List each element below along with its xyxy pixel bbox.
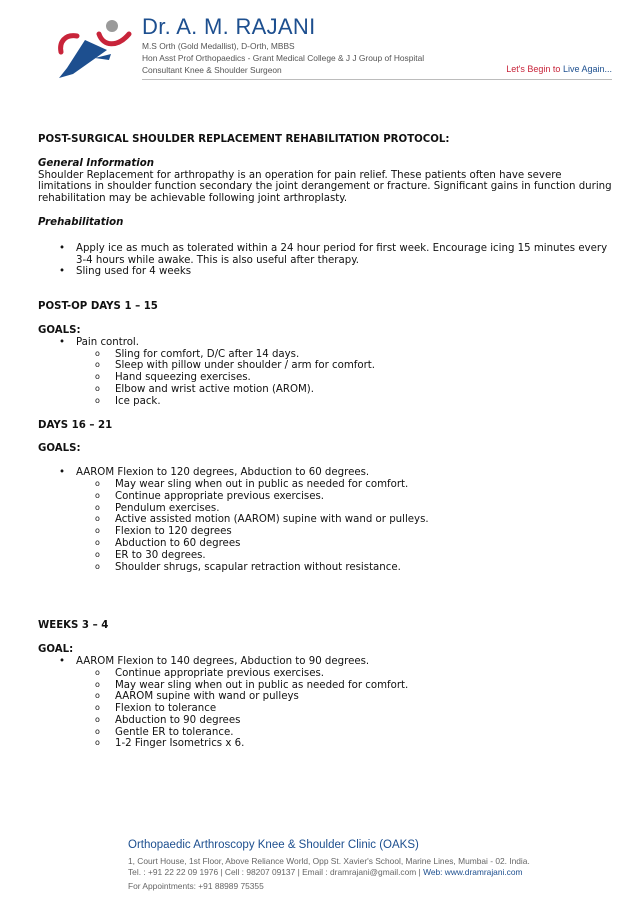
days16-sub-list xyxy=(38,479,612,573)
postop-goals-label: GOALS: xyxy=(38,324,81,336)
clinic-contact xyxy=(128,867,523,877)
general-info-heading: General Information xyxy=(38,157,154,169)
document-body xyxy=(38,134,612,750)
sub-list-item: o Flexion to tolerance xyxy=(38,703,612,715)
clinic-name: Orthopaedic Arthroscopy Knee & Shoulder Clinic (OAKS) xyxy=(128,839,419,851)
tagline-part1: Let's Begin to xyxy=(506,64,561,74)
doctor-credentials: M.S Orth (Gold Medallist), D-Orth, MBBS xyxy=(142,41,295,51)
list-item: • Apply ice as much as tolerated within a 24 hour period for first week. Encourage icing 15 minutes every 3-4 hours while awake. This is also useful after therapy. xyxy=(38,243,612,267)
list-item: • AAROM Flexion to 140 degrees, Abduction to 90 degrees. xyxy=(38,656,612,668)
sub-list-item: o Ice pack. xyxy=(38,396,612,408)
header-divider xyxy=(142,79,612,80)
appointments-line: For Appointments: +91 88989 75355 xyxy=(128,881,264,891)
contact-details: Tel. : +91 22 22 09 1976 | Cell : 98207 09137 | Email : dramrajani@gmail.com | xyxy=(128,867,424,877)
sub-list-item: o Pendulum exercises. xyxy=(38,503,612,515)
list-item: • Sling used for 4 weeks xyxy=(38,266,612,278)
prehab-list xyxy=(38,243,612,278)
doctor-name: Dr. A. M. RAJANI xyxy=(142,14,316,39)
weeks34-sub-list xyxy=(38,668,612,751)
weeks34-goals-list xyxy=(38,656,612,668)
clinic-logo-icon xyxy=(55,14,135,80)
days16-goals-list xyxy=(38,467,612,479)
prehab-heading: Prehabilitation xyxy=(38,216,124,228)
tagline-part2: Live Again... xyxy=(560,64,612,74)
postop-sub-list xyxy=(38,349,612,408)
sub-list-item: o 1-2 Finger Isometrics x 6. xyxy=(38,738,612,750)
sub-list-item: o May wear sling when out in public as needed for comfort. xyxy=(38,680,612,692)
sub-list-item: o AAROM supine with wand or pulleys xyxy=(38,691,612,703)
weeks34-goal-label: GOAL: xyxy=(38,644,74,656)
sub-list-item: o May wear sling when out in public as needed for comfort. xyxy=(38,479,612,491)
sub-list-item: o Sling for comfort, D/C after 14 days. xyxy=(38,349,612,361)
doctor-position: Hon Asst Prof Orthopaedics - Grant Medical College & J J Group of Hospital xyxy=(142,53,425,63)
tagline xyxy=(506,64,612,74)
days16-goals-label: GOALS: xyxy=(38,443,81,455)
list-item: • AAROM Flexion to 120 degrees, Abduction to 60 degrees. xyxy=(38,467,612,479)
sub-list-item: o Sleep with pillow under shoulder / arm for comfort. xyxy=(38,360,612,372)
section-weeks34-heading: WEEKS 3 – 4 xyxy=(38,620,109,632)
sub-list-item: o Continue appropriate previous exercises. xyxy=(38,668,612,680)
list-item: • Pain control. xyxy=(38,337,612,349)
clinic-address: 1, Court House, 1st Floor, Above Reliance World, Opp St. Xavier's School, Marine Lines, Mumbai - 02. India. xyxy=(128,856,530,866)
sub-list-item: o ER to 30 degrees. xyxy=(38,550,612,562)
section-postop-heading: POST-OP DAYS 1 – 15 xyxy=(38,301,158,313)
sub-list-item: o Flexion to 120 degrees xyxy=(38,526,612,538)
sub-list-item: o Abduction to 90 degrees xyxy=(38,715,612,727)
sub-list-item: o Elbow and wrist active motion (AROM). xyxy=(38,384,612,396)
website-link[interactable]: Web: www.dramrajani.com xyxy=(423,867,523,877)
section-days16-heading: DAYS 16 – 21 xyxy=(38,419,113,431)
sub-list-item: o Shoulder shrugs, scapular retraction without resistance. xyxy=(38,562,612,574)
sub-list-item: o Abduction to 60 degrees xyxy=(38,538,612,550)
sub-list-item: o Hand squeezing exercises. xyxy=(38,372,612,384)
postop-goals-list xyxy=(38,337,612,349)
document-title: POST-SURGICAL SHOULDER REPLACEMENT REHABILITATION PROTOCOL: xyxy=(38,134,450,145)
sub-list-item: o Gentle ER to tolerance. xyxy=(38,727,612,739)
sub-list-item: o Continue appropriate previous exercises. xyxy=(38,491,612,503)
general-info-text: Shoulder Replacement for arthropathy is an operation for pain relief. These patients often have severe limitations in shoulder function secondary the joint derangement or fracture. Significant gains in function during rehabilitation may be achievable following joint arthroplasty. xyxy=(38,169,612,205)
doctor-specialty: Consultant Knee & Shoulder Surgeon xyxy=(142,65,282,75)
sub-list-item: o Active assisted motion (AAROM) supine with wand or pulleys. xyxy=(38,514,612,526)
